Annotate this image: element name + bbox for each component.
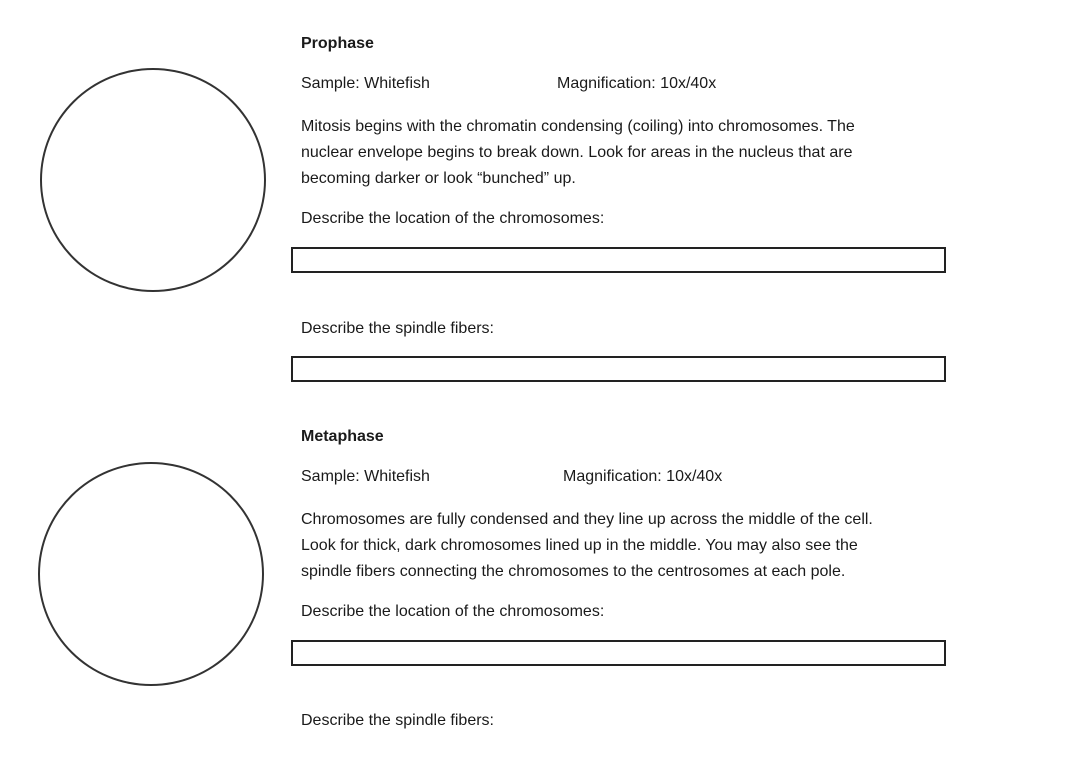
metaphase-drawing-circle[interactable] [38, 462, 264, 686]
description-line: Chromosomes are fully condensed and they line up across the middle of the cell. [301, 511, 873, 528]
description-line: Look for thick, dark chromosomes lined up in the middle. You may also see the [301, 537, 858, 554]
metaphase-description [301, 507, 873, 585]
prophase-magnification: Magnification: 10x/40x [557, 75, 717, 92]
metaphase-chromosome-answer-field[interactable] [291, 640, 946, 666]
description-line: nuclear envelope begins to break down. Look for areas in the nucleus that are [301, 144, 853, 161]
prophase-description [301, 114, 855, 192]
metaphase-magnification: Magnification: 10x/40x [563, 468, 723, 485]
description-line: Mitosis begins with the chromatin condensing (coiling) into chromosomes. The [301, 118, 855, 135]
metaphase-chromosome-question: Describe the location of the chromosomes: [301, 603, 605, 620]
prophase-spindle-answer-field[interactable] [291, 356, 946, 382]
metaphase-title: Metaphase [301, 428, 384, 445]
prophase-chromosome-question: Describe the location of the chromosomes: [301, 210, 605, 227]
prophase-sample: Sample: Whitefish [301, 75, 430, 92]
prophase-drawing-circle[interactable] [40, 68, 266, 292]
prophase-title: Prophase [301, 35, 374, 52]
metaphase-sample: Sample: Whitefish [301, 468, 430, 485]
description-line: spindle fibers connecting the chromosomes to the centrosomes at each pole. [301, 563, 846, 580]
description-line: becoming darker or look “bunched” up. [301, 170, 576, 187]
prophase-chromosome-answer-field[interactable] [291, 247, 946, 273]
prophase-spindle-question: Describe the spindle fibers: [301, 320, 494, 337]
metaphase-spindle-question: Describe the spindle fibers: [301, 712, 494, 729]
